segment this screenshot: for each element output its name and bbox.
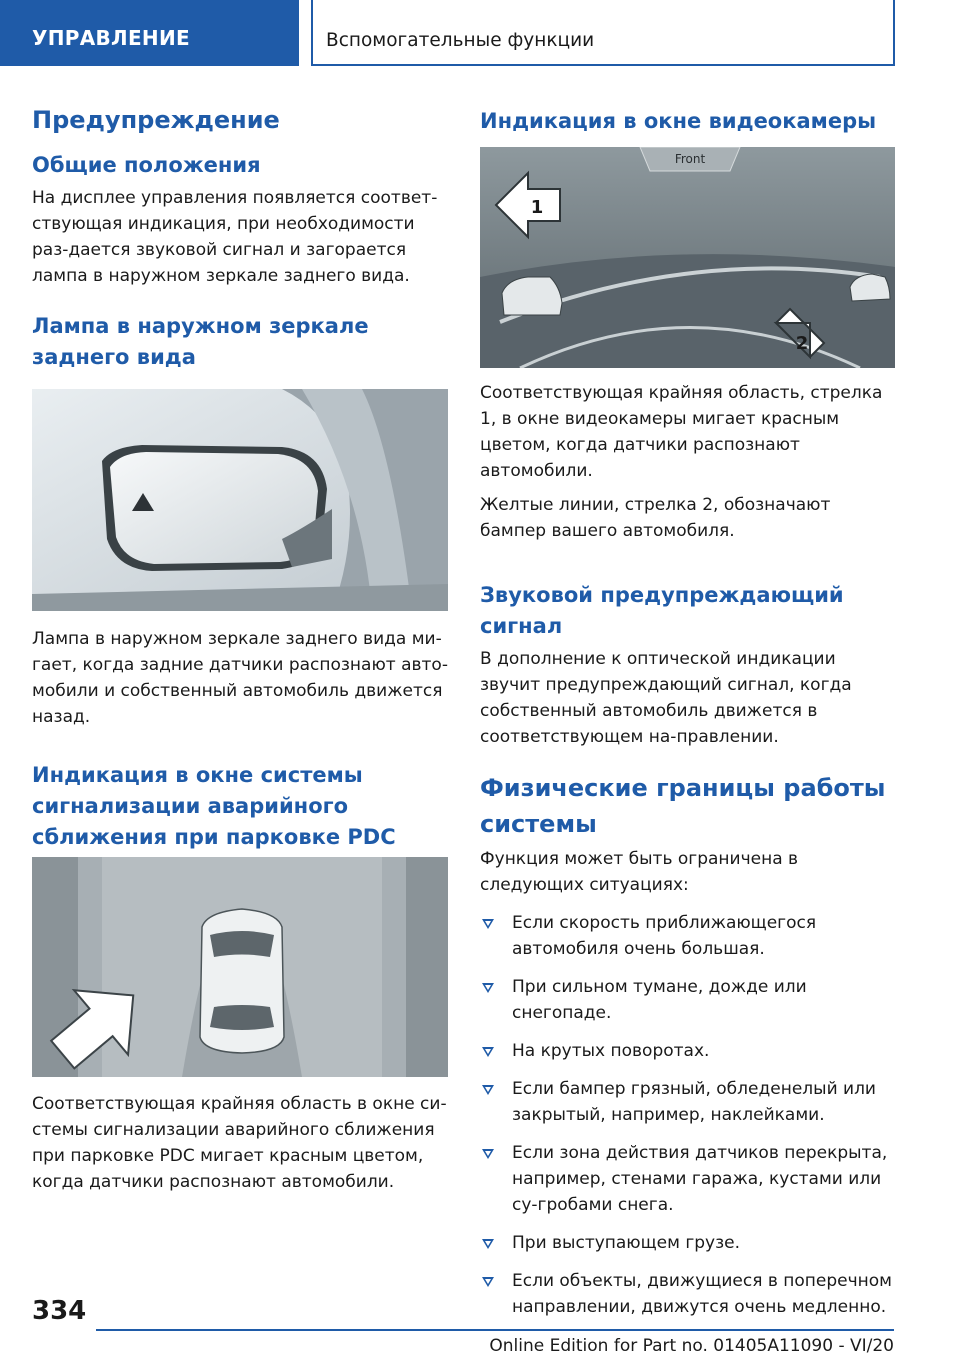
section-heading-camera: Индикация в окне видеокамеры bbox=[480, 109, 877, 133]
left-column bbox=[32, 102, 450, 373]
triangle-bullet-icon bbox=[482, 919, 494, 929]
triangle-bullet-icon bbox=[482, 983, 494, 993]
triangle-bullet-icon bbox=[482, 1047, 494, 1057]
section-heading-pdc: Индикация в окне системы сигнализации аварийного сближения при парковке PDC bbox=[32, 763, 396, 849]
header-chapter-title: Вспомогательные функции bbox=[326, 30, 595, 51]
list-item bbox=[480, 1230, 896, 1256]
list-item bbox=[480, 974, 896, 1026]
footer-edition-text: Online Edition for Part no. 01405A11090 - VI/20 bbox=[489, 1336, 894, 1356]
camera-paragraph-1: Соответствующая крайняя область, стрелка 1, в окне видеокамеры мигает красным цветом, когда датчики распознают автомобили. bbox=[480, 383, 883, 481]
arrow-2-label: 2 bbox=[795, 333, 809, 354]
section-heading-general: Общие положения bbox=[32, 153, 261, 177]
page-number: 334 bbox=[32, 1296, 87, 1326]
list-item-text: Если зона действия датчиков перекрыта, например, стенами гаража, кустами или су-гробами снега. bbox=[512, 1143, 888, 1215]
header-divider bbox=[311, 0, 313, 66]
triangle-bullet-icon bbox=[482, 1085, 494, 1095]
front-label: Front bbox=[674, 152, 706, 166]
pdc-text-block bbox=[32, 1091, 450, 1195]
right-column bbox=[480, 106, 896, 137]
limits-list bbox=[480, 910, 896, 1320]
camera-figure bbox=[480, 147, 895, 368]
mirror-lamp-figure bbox=[32, 389, 448, 611]
list-item bbox=[480, 910, 896, 962]
list-item-text: На крутых поворотах. bbox=[512, 1041, 710, 1061]
arrow-1-label: 1 bbox=[530, 197, 544, 218]
list-item-text: Если бампер грязный, обледенелый или закрытый, например, наклейками. bbox=[512, 1079, 876, 1125]
triangle-bullet-icon bbox=[482, 1149, 494, 1159]
list-item-text: При выступающем грузе. bbox=[512, 1233, 741, 1253]
pdc-figure bbox=[32, 857, 448, 1077]
list-item-text: При сильном тумане, дожде или снегопаде. bbox=[512, 977, 807, 1023]
limits-intro: Функция может быть ограничена в следующих ситуациях: bbox=[480, 849, 799, 895]
pdc-paragraph: Соответствующая крайняя область в окне си-стемы сигнализации аварийного сближения при парковке PDC мигает красным цветом, когда датчики распознают автомобили. bbox=[32, 1094, 447, 1192]
general-paragraph: На дисплее управления появляется соответ-ствующая индикация, при необходимости раз-дается звуковой сигнал и загорается лампа в наружном зеркале заднего вида. bbox=[32, 188, 438, 286]
header-underline bbox=[311, 64, 895, 66]
right-column-lower bbox=[480, 380, 896, 1332]
section-heading-sound: Звуковой предупреждающий сигнал bbox=[480, 583, 844, 638]
left-column-lower bbox=[32, 626, 450, 853]
section-title-limits: Физические границы работы системы bbox=[480, 774, 886, 838]
page-title: Предупреждение bbox=[32, 106, 280, 134]
list-item bbox=[480, 1140, 896, 1218]
header-section-tab: УПРАВЛЕНИЕ bbox=[0, 0, 299, 66]
footer-rule bbox=[96, 1329, 894, 1331]
list-item-text: Если скорость приближающегося автомобиля очень большая. bbox=[512, 913, 817, 959]
lamp-paragraph: Лампа в наружном зеркале заднего вида ми-гает, когда задние датчики распознают авто-мобили и собственный автомобиль движется назад. bbox=[32, 629, 448, 727]
list-item bbox=[480, 1076, 896, 1128]
sound-paragraph: В дополнение к оптической индикации звучит предупреждающий сигнал, когда собственный автомобиль движется в соответствующем на-правлении. bbox=[480, 649, 852, 747]
header-divider-right bbox=[893, 0, 895, 66]
section-heading-mirror-lamp: Лампа в наружном зеркале заднего вида bbox=[32, 314, 369, 369]
triangle-bullet-icon bbox=[482, 1277, 494, 1287]
triangle-bullet-icon bbox=[482, 1239, 494, 1249]
list-item bbox=[480, 1268, 896, 1320]
camera-paragraph-2: Желтые линии, стрелка 2, обозначают бампер вашего автомобиля. bbox=[480, 495, 831, 541]
list-item-text: Если объекты, движущиеся в поперечном направлении, движутся очень медленно. bbox=[512, 1271, 893, 1317]
list-item bbox=[480, 1038, 896, 1064]
